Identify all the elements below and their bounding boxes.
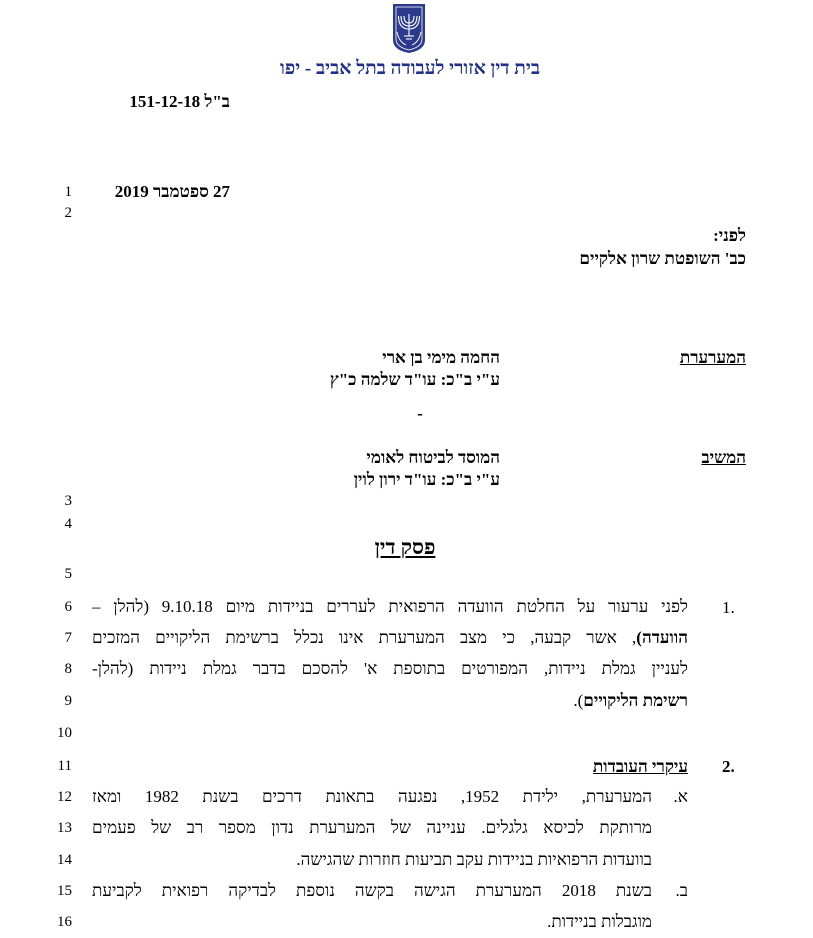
before-label: לפני:	[713, 226, 746, 245]
line-number: 15	[57, 883, 72, 899]
court-name: בית דין אזורי לעבודה בתל אביב - יפו	[280, 58, 540, 79]
defects-list-term: רשימת הליקויים	[583, 691, 688, 710]
section-1-line-4	[400, 691, 688, 711]
section-1-line-2-text: , אשר קבעה, כי מצב המערערת אינו נכלל ברשימת הליקויים המזכים	[92, 628, 637, 647]
respondent-name: המוסד לביטוח לאומי	[366, 448, 500, 467]
section-1-line-1: לפני ערעור על החלטת הוועדה הרפואית לעררים בניידות מיום 9.10.18 (להלן –	[92, 597, 688, 616]
parties-separator: -	[417, 404, 423, 423]
judgment-date: 27 ספטמבר 2019	[114, 182, 230, 201]
line-number: 13	[57, 820, 72, 836]
line-number: 11	[57, 758, 72, 774]
section-1-line-2	[92, 628, 688, 648]
line-number: 12	[57, 789, 72, 805]
appellant-counsel: ע"י ב"כ: עו"ד שלמה כ"ץ	[329, 370, 500, 389]
respondent-label: המשיב	[701, 448, 746, 467]
committee-term: הוועדה)	[636, 628, 688, 647]
menorah-emblem-icon	[391, 2, 427, 54]
respondent-counsel: ע"י ב"כ: עו"ד ירון לוין	[353, 470, 500, 489]
appellant-label: המערערת	[679, 348, 746, 367]
section-2-heading: עיקרי העובדות	[592, 757, 688, 776]
line-number: 2	[64, 205, 72, 221]
item-b-line-2: מוגבלות בניידות.	[547, 912, 652, 931]
case-number: ב"ל 151-12-18	[129, 92, 230, 111]
item-a-line-1: המערערת, ילידת 1952, נפגעה בתאונת דרכים בשנת 1982 ומאז	[92, 787, 653, 806]
item-a-label: א.	[673, 787, 688, 806]
item-b-line-1: בשנת 2018 המערערת הגישה בקשה נוספת לבדיקה רפואית לקביעת	[92, 881, 653, 900]
line-number: 6	[64, 599, 72, 615]
state-emblem	[391, 2, 427, 54]
appellant-name: החמה מימי בן ארי	[382, 348, 500, 367]
item-a-line-3: בוועדות הרפואיות בניידות עקב תביעות חוזרות שהגישה.	[296, 850, 652, 869]
line-number: 1	[64, 184, 72, 200]
line-number: 7	[64, 630, 72, 646]
line-number: 10	[57, 725, 72, 741]
line-number: 4	[64, 516, 72, 532]
line-number: 3	[64, 493, 72, 509]
line-number: 14	[57, 852, 72, 868]
section-1-line-3: לעניין גמלת ניידות, המפורטים בתוספת א' להסכם בדבר גמלת ניידות (להלן-	[92, 659, 688, 678]
line-number: 5	[64, 566, 72, 582]
section-1-line-4-text: ).	[573, 691, 584, 710]
item-a-line-2: מרותקת לכיסא גלגלים. עניינה של המערערת נדון מספר רב של פעמים	[92, 818, 652, 837]
judge-name: כב' השופטת שרון אלקיים	[579, 249, 746, 268]
line-number: 9	[64, 693, 72, 709]
judgment-title: פסק דין	[374, 535, 436, 559]
item-b-label: ב.	[675, 881, 688, 900]
section-1-number: 1.	[722, 598, 735, 617]
line-number: 8	[64, 661, 72, 677]
line-number: 16	[57, 914, 72, 930]
section-2-number: 2.	[722, 757, 735, 776]
